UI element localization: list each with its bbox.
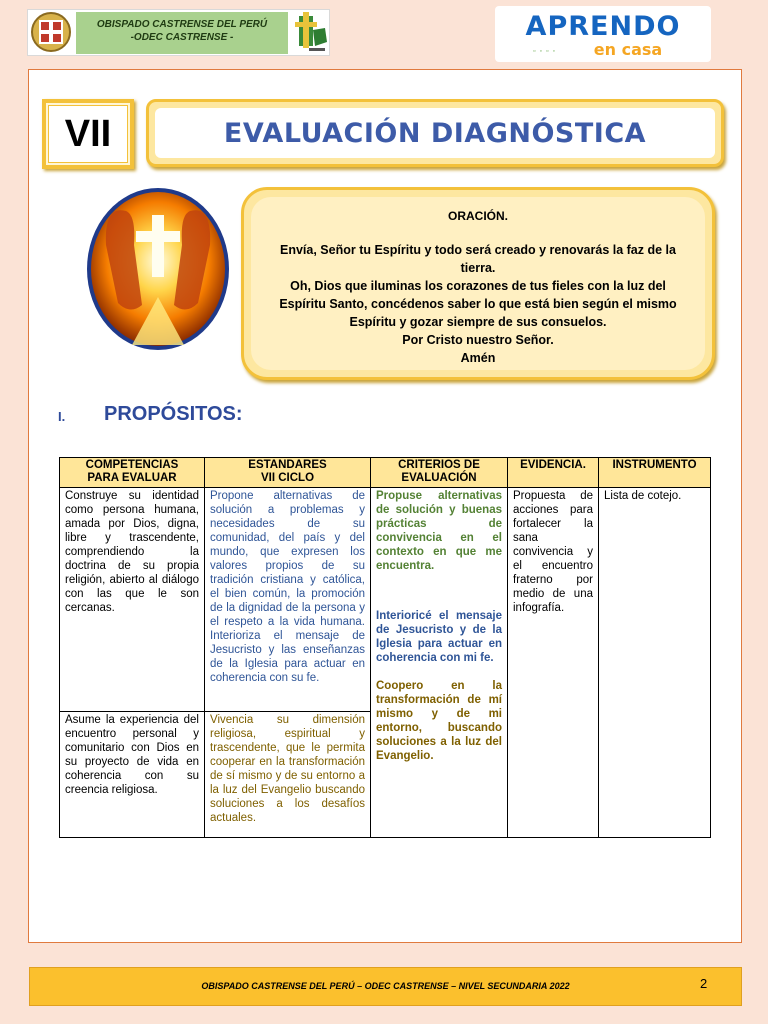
header-instrumento: INSTRUMENTO bbox=[599, 458, 711, 488]
criterio-2: Interioricé el mensaje de Jesucristo y de la Iglesia para actuar en coherencia con mi fe. bbox=[376, 610, 502, 664]
header-competencias: COMPETENCIAS PARA EVALUAR bbox=[60, 458, 205, 488]
section-number: I. bbox=[58, 409, 66, 424]
criterio-3: Coopero en la transformación de mí mismo y de mi entorno, buscando soluciones a la luz del Evangelio. bbox=[376, 680, 502, 762]
criterio-1: Propuse alternativas de solución y buenas prácticas de convivencia en el contexto en que me encuentra. bbox=[376, 490, 502, 572]
prayer-line: tierra. bbox=[460, 261, 496, 275]
evidencia-cell: Propuesta de acciones para fortalecer la sana convivencia y el encuentro fraterno por medio de una infografía. bbox=[508, 488, 599, 838]
estandar-cell: Propone alternativas de solución a problemas y necesidades de su comunidad, del país y del mundo, que expresen los valores propios de su tradición cristiana y católica, el bien común, la promoción de la dignidad de la persona y el respeto a la vida humana. Interioriza el mensaje de Jesucristo y las enseñanzas de la Iglesia para actuar en coherencia con su fe. bbox=[205, 488, 371, 712]
page-title: EVALUACIÓN DIAGNÓSTICA bbox=[223, 117, 647, 149]
crest-logo bbox=[31, 12, 71, 52]
competencia-cell: Construye su identidad como persona humana, amada por Dios, digna, libre y trascendente, comprendiendo la doctrina de su propia religión, abierto al diálogo con las que le son cercanas. bbox=[60, 488, 205, 712]
purposes-table bbox=[59, 457, 711, 838]
org-line2: -ODEC CASTRENSE - bbox=[130, 32, 234, 43]
prayer-line: Por Cristo nuestro Señor. bbox=[402, 333, 554, 347]
criterios-cell bbox=[371, 488, 508, 838]
header-banner bbox=[27, 9, 330, 56]
competencia-cell: Asume la experiencia del encuentro personal y comunitario con Dios en su proyecto de vida en coherencia con su creencia religiosa. bbox=[60, 712, 205, 838]
page-footer bbox=[29, 967, 742, 1006]
brand-dots-icon: ▫◦▫◦ bbox=[533, 48, 559, 55]
section-title: PROPÓSITOS: bbox=[104, 403, 243, 425]
cycle-label: VII bbox=[48, 105, 128, 163]
aprendo-en-casa-logo bbox=[495, 6, 711, 62]
instrumento-cell: Lista de cotejo. bbox=[599, 488, 711, 838]
prayer-line: Espíritu Santo, concédenos saber lo que está bien según el mismo bbox=[279, 297, 677, 311]
prayer-title: ORACIÓN. bbox=[448, 209, 508, 223]
header-evidencia: EVIDENCIA. bbox=[508, 458, 599, 488]
brand-main: APRENDO bbox=[525, 11, 681, 42]
prayer-box bbox=[241, 187, 715, 380]
odec-logo bbox=[291, 12, 329, 54]
praying-hands-cross-image bbox=[84, 185, 232, 353]
title-banner bbox=[146, 99, 724, 167]
header-estandares: ESTANDARES VII CICLO bbox=[205, 458, 371, 488]
prayer-line: Envía, Señor tu Espíritu y todo será creado y renovarás la faz de la bbox=[280, 243, 676, 257]
prayer-line: Oh, Dios que iluminas los corazones de tus fieles con la luz del bbox=[290, 279, 666, 293]
brand-sub: en casa bbox=[593, 40, 663, 59]
estandar-cell: Vivencia su dimensión religiosa, espiritual y trascendente, que le permita cooperar en la transformación de sí mismo y de su entorno a la luz del Evangelio buscando soluciones a los desafíos actuales. bbox=[205, 712, 371, 838]
footer-text: OBISPADO CASTRENSE DEL PERÚ – ODEC CASTRENSE – NIVEL SECUNDARIA 2022 bbox=[201, 981, 570, 991]
table-row bbox=[60, 488, 711, 712]
prayer-line: Espíritu y gozar siempre de sus consuelos. bbox=[349, 315, 607, 329]
org-line1: OBISPADO CASTRENSE DEL PERÚ bbox=[96, 19, 268, 30]
page-number: 2 bbox=[700, 976, 708, 991]
table-header-row bbox=[60, 458, 711, 488]
cycle-badge bbox=[42, 99, 134, 169]
header-criterios: CRITERIOS DE EVALUACIÓN bbox=[371, 458, 508, 488]
org-name-box bbox=[76, 12, 288, 54]
prayer-line: Amén bbox=[460, 351, 496, 365]
